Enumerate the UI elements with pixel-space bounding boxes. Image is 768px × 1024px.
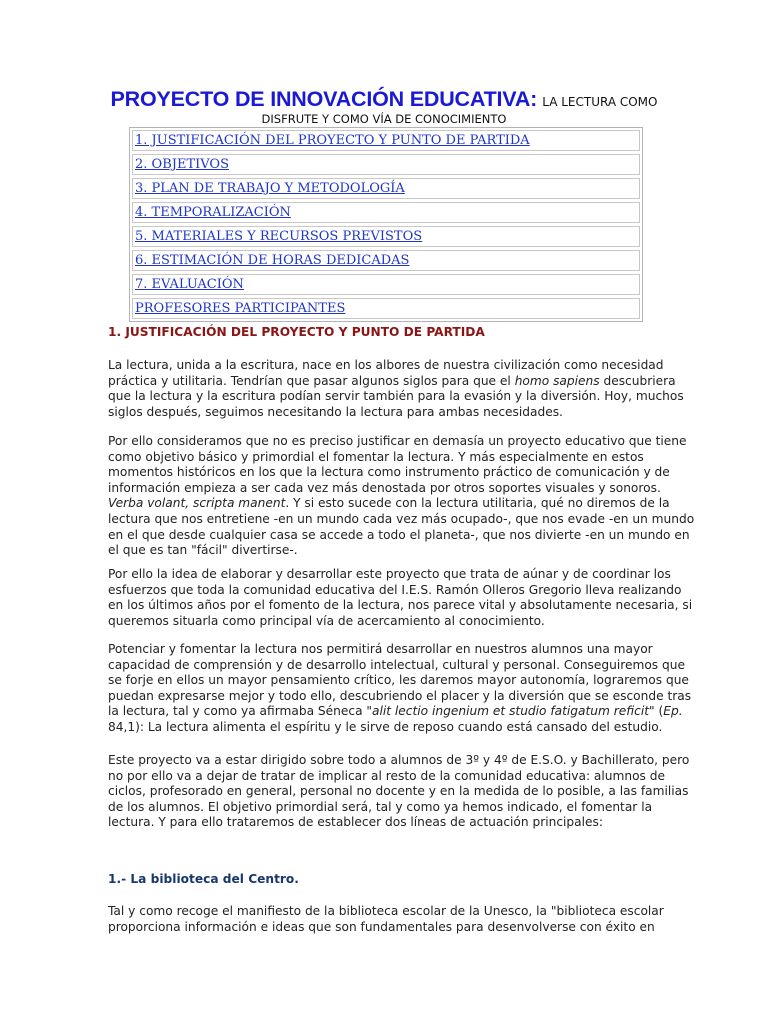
- toc-link-justificacion[interactable]: 1. JUSTIFICACIÓN DEL PROYECTO Y PUNTO DE PARTIDA: [135, 133, 530, 148]
- toc-row: [132, 130, 640, 151]
- text-line: Tal y como recoge el manifiesto de la biblioteca escolar de la Unesco, la "biblioteca escolar: [108, 904, 664, 918]
- italic-text: Ep.: [663, 704, 683, 719]
- paragraph: [108, 567, 693, 629]
- text-line: puedan expresarse mejor y todo ello, descubriendo el placer y la diversión que se esconde tras: [108, 688, 692, 703]
- paragraph: [108, 642, 692, 736]
- paragraph: [108, 358, 684, 420]
- text-line: momentos históricos en los que la lectura como instrumento práctico de comunicación y de: [108, 465, 670, 480]
- toc-row: [132, 178, 640, 199]
- text-line: siglos después, seguimos necesitando la lectura para ambas necesidades.: [108, 404, 563, 419]
- paragraph: [108, 753, 690, 831]
- toc-link-profesores[interactable]: PROFESORES PARTICIPANTES: [135, 301, 346, 316]
- toc-link-estimacion-horas[interactable]: 6. ESTIMACIÓN DE HORAS DEDICADAS: [135, 253, 410, 268]
- title-main: PROYECTO DE INNOVACIÓN EDUCATIVA:: [110, 87, 538, 111]
- text-line: información empieza a ser cada vez más denostada por otros soportes visuales y sonoros.: [108, 480, 661, 495]
- text-line: Por ello consideramos que no es preciso justificar en demasía un proyecto educativo que tiene: [108, 434, 687, 448]
- subsection-heading-biblioteca: 1.- La biblioteca del Centro.: [108, 872, 299, 886]
- text-run: la lectura, tal y como ya afirmaba Séneca: [108, 704, 367, 719]
- paragraph: [108, 434, 695, 559]
- text-line: 84,1): La lectura alimenta el espíritu y le sirve de reposo cuando está cansado del estudio.: [108, 719, 663, 734]
- text-line: en los últimos años por el fomento de la lectura, nos parece vital y absolutamente necesaria, si: [108, 598, 693, 613]
- document-title: [0, 87, 768, 112]
- text-line: Por ello la idea de elaborar y desarrollar este proyecto que trata de aúnar y de coordinar los: [108, 567, 671, 581]
- text-line: de los alumnos. El objetivo primordial será, tal y como ya hemos indicado, el fomentar la: [108, 799, 653, 814]
- text-run: (: [654, 704, 664, 719]
- toc-link-materiales[interactable]: 5. MATERIALES Y RECURSOS PREVISTOS: [135, 229, 423, 244]
- toc-row: [132, 226, 640, 247]
- text-run: práctica y utilitaria. Tendrían que pasar algunos siglos para que el: [108, 373, 515, 388]
- toc-row: [132, 298, 640, 319]
- title-tail: LA LECTURA COMO: [542, 95, 658, 109]
- text-line: queremos situarla como principal vía de acercamiento al conocimiento.: [108, 613, 545, 628]
- table-of-contents: [129, 127, 643, 322]
- text-line: como objetivo básico y primordial el fomentar la lectura. Y más especialmente en estos: [108, 449, 644, 464]
- italic-text: homo sapiens: [514, 373, 600, 388]
- text-line: ciclos, profesorado en general, personal no docente y en la medida de lo posible, a las familias: [108, 784, 689, 799]
- text-line: se forje en ellos un mayor pensamiento crítico, les daremos mayor autonomía, lograremos que: [108, 673, 689, 688]
- italic-text: Verba volant, scripta manent: [108, 496, 286, 511]
- paragraph: [108, 904, 668, 935]
- text-line: que la lectura y la escritura podían servir también para la evasión y la diversión. Hoy, muchos: [108, 389, 684, 404]
- text-line: en el que desde cualquier casa se accede a todo el planeta-, que nos divierte -en un mundo en: [108, 527, 690, 542]
- text-line: proporciona información e ideas que son fundamentales para desenvolverse con éxito en: [108, 919, 655, 934]
- toc-link-evaluacion[interactable]: 7. EVALUACIÓN: [135, 277, 244, 292]
- text-line: Potenciar y fomentar la lectura nos permitirá desarrollar en nuestros alumnos una mayor: [108, 642, 653, 656]
- text-line: La lectura, unida a la escritura, nace en los albores de nuestra civilización como necesidad: [108, 358, 664, 372]
- text-line: [108, 496, 668, 512]
- text-run: . Y si esto sucede con la lectura utilitaria, qué no diremos de la: [285, 496, 670, 511]
- toc-row: [132, 274, 640, 295]
- text-line: no por ello va a dejar de tratar de implicar al resto de la comunidad educativa: alumnos de: [108, 768, 666, 783]
- toc-link-objetivos[interactable]: 2. OBJETIVOS: [135, 157, 229, 172]
- text-run: descubriera: [599, 373, 676, 388]
- text-line: el que es tan "fácil" divertirse-.: [108, 543, 298, 558]
- italic-text: "alit lectio ingenium et studio fatigatum reficit": [366, 704, 655, 719]
- toc-row: [132, 154, 640, 175]
- text-line: esfuerzos que toda la comunidad educativa del I.E.S. Ramón Olleros Gregorio lleva realizando: [108, 582, 682, 597]
- text-line: capacidad de comprensión y de desarrollo intelectual, cultural y personal. Conseguiremos que: [108, 657, 685, 672]
- title-line-2: DISFRUTE Y COMO VÍA DE CONOCIMIENTO: [261, 112, 507, 126]
- toc-link-temporalizacion[interactable]: 4. TEMPORALIZACIÓN: [135, 205, 291, 220]
- text-line: lectura que nos entretiene -en un mundo cada vez más ocupado-, que nos evade -en un mundo: [108, 511, 695, 526]
- toc-row: [132, 202, 640, 223]
- toc-row: [132, 250, 640, 271]
- text-line: [108, 373, 676, 390]
- toc-link-plan-de-trabajo[interactable]: 3. PLAN DE TRABAJO Y METODOLOGÍA: [135, 181, 405, 196]
- text-line: lectura. Y para ello trataremos de establecer dos líneas de actuación principales:: [108, 815, 603, 830]
- text-line: [108, 704, 683, 720]
- text-line: Este proyecto va a estar dirigido sobre todo a alumnos de 3º y 4º de E.S.O. y Bachillerato, pero: [108, 753, 690, 767]
- section-heading-justificacion: 1. JUSTIFICACIÓN DEL PROYECTO Y PUNTO DE PARTIDA: [108, 325, 485, 339]
